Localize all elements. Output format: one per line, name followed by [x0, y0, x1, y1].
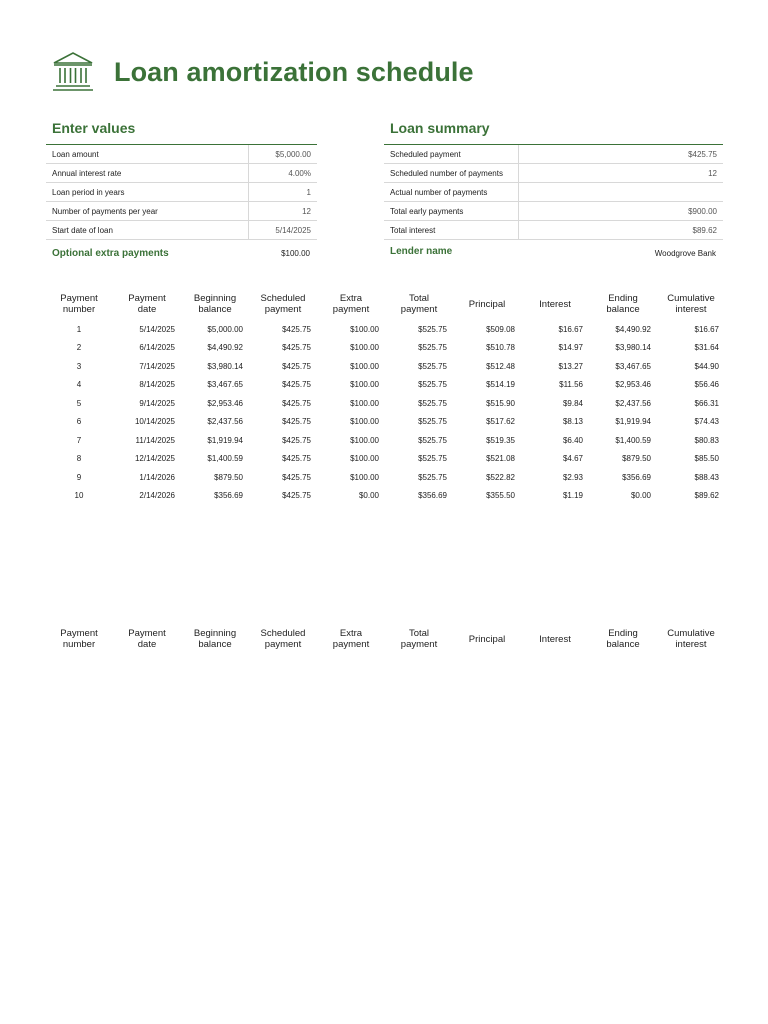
- table-cell: $100.00: [350, 398, 379, 408]
- column-header-line2: payment: [332, 639, 370, 650]
- loan-summary-row-value[interactable]: $425.75: [519, 145, 724, 164]
- table-cell: $512.48: [486, 361, 515, 371]
- table-cell: $879.50: [214, 472, 243, 482]
- table-header-row: [45, 623, 725, 655]
- table-cell: $2,953.46: [207, 398, 243, 408]
- enter-values-row: [46, 202, 317, 221]
- table-cell: 6: [76, 417, 82, 427]
- enter-values-row-label: Start date of loan: [46, 221, 249, 240]
- loan-summary-title: Loan summary: [390, 120, 490, 136]
- table-row: [45, 339, 725, 358]
- column-header-line2: date: [137, 304, 157, 315]
- table-cell: $2.93: [562, 472, 583, 482]
- loan-summary-row: [384, 202, 723, 221]
- column-header: [249, 623, 317, 655]
- column-header: [113, 623, 181, 655]
- column-header: [521, 288, 589, 320]
- enter-values-row-value[interactable]: 5/14/2025: [249, 221, 318, 240]
- column-header-line1: Interest: [539, 298, 571, 310]
- enter-values-table: [46, 144, 317, 240]
- column-header-line2: balance: [606, 639, 640, 650]
- table-cell: $525.75: [418, 324, 447, 334]
- column-header-line2: payment: [264, 639, 302, 650]
- table-cell: $356.69: [622, 472, 651, 482]
- column-header: [385, 288, 453, 320]
- table-cell: $525.75: [418, 417, 447, 427]
- column-header-line1: Payment: [60, 628, 98, 639]
- column-header-line1: Interest: [539, 633, 571, 645]
- column-header-line2: payment: [400, 639, 438, 650]
- column-header-line1: Principal: [468, 633, 506, 645]
- column-header-line1: Payment: [128, 293, 166, 304]
- table-cell: 9: [76, 472, 82, 482]
- table-cell: $6.40: [562, 435, 583, 445]
- table-row: [45, 413, 725, 432]
- column-header-line2: balance: [198, 639, 232, 650]
- table-cell: $521.08: [486, 454, 515, 464]
- table-cell: $519.35: [486, 435, 515, 445]
- extra-payments-value[interactable]: $100.00: [281, 249, 310, 258]
- table-cell: $100.00: [350, 435, 379, 445]
- table-cell: 2/14/2026: [139, 491, 175, 501]
- table-cell: $85.50: [694, 454, 719, 464]
- page-header: [50, 48, 474, 96]
- table-cell: $4,490.92: [207, 343, 243, 353]
- table-cell: $525.75: [418, 454, 447, 464]
- table-row: [45, 357, 725, 376]
- table-cell: 8/14/2025: [139, 380, 175, 390]
- table-cell: $525.75: [418, 361, 447, 371]
- column-header-line2: payment: [400, 304, 438, 315]
- table-cell: 7: [76, 435, 82, 445]
- column-header: [181, 623, 249, 655]
- table-cell: $1,400.59: [207, 454, 243, 464]
- loan-summary-row-label: Scheduled payment: [384, 145, 519, 164]
- enter-values-row: [46, 145, 317, 164]
- column-header-line1: Ending: [608, 293, 638, 304]
- table-cell: $1.19: [562, 491, 583, 501]
- table-cell: $100.00: [350, 380, 379, 390]
- lender-name-value[interactable]: Woodgrove Bank: [654, 249, 716, 258]
- column-header-line1: Extra: [339, 628, 363, 639]
- table-cell: $44.90: [694, 361, 719, 371]
- table-cell: $525.75: [418, 435, 447, 445]
- table-cell: 3: [76, 361, 82, 371]
- amortization-table: [45, 288, 725, 505]
- loan-summary-row-value[interactable]: [519, 183, 724, 202]
- lender-name-label: Lender name: [390, 246, 453, 257]
- loan-summary-row: [384, 145, 723, 164]
- table-cell: $517.62: [486, 417, 515, 427]
- table-cell: $879.50: [622, 454, 651, 464]
- amortization-table-repeat-header: [45, 623, 725, 655]
- column-header-line1: Payment: [128, 628, 166, 639]
- table-cell: $31.64: [694, 343, 719, 353]
- loan-summary-row-label: Scheduled number of payments: [384, 164, 519, 183]
- table-cell: 4: [76, 380, 82, 390]
- column-header-line1: Cumulative: [667, 293, 715, 304]
- table-cell: $425.75: [282, 491, 311, 501]
- column-header-line1: Scheduled: [260, 628, 306, 639]
- table-cell: 1/14/2026: [139, 472, 175, 482]
- table-cell: $425.75: [282, 454, 311, 464]
- loan-summary-row-label: Actual number of payments: [384, 183, 519, 202]
- table-row: [45, 431, 725, 450]
- table-cell: $356.69: [418, 491, 447, 501]
- table-cell: $5,000.00: [207, 324, 243, 334]
- column-header: [589, 623, 657, 655]
- column-header: [181, 288, 249, 320]
- column-header-line2: date: [137, 639, 157, 650]
- table-cell: $16.67: [558, 324, 583, 334]
- table-cell: $510.78: [486, 343, 515, 353]
- table-cell: $525.75: [418, 380, 447, 390]
- table-cell: $3,467.65: [207, 380, 243, 390]
- enter-values-title: Enter values: [52, 120, 136, 136]
- column-header-line1: Principal: [468, 298, 506, 310]
- column-header-line2: payment: [332, 304, 370, 315]
- column-header: [249, 288, 317, 320]
- column-header-line2: number: [62, 639, 96, 650]
- table-cell: 1: [76, 324, 82, 334]
- enter-values-row-value[interactable]: 4.00%: [249, 164, 318, 183]
- table-cell: $3,467.65: [615, 361, 651, 371]
- table-cell: $9.84: [562, 398, 583, 408]
- enter-values-row: [46, 164, 317, 183]
- enter-values-row-label: Loan period in years: [46, 183, 249, 202]
- page-title: Loan amortization schedule: [114, 56, 474, 87]
- loan-summary-row-value[interactable]: 12: [519, 164, 724, 183]
- table-cell: $100.00: [350, 361, 379, 371]
- table-cell: $66.31: [694, 398, 719, 408]
- loan-summary-row: [384, 221, 723, 240]
- extra-payments-label: Optional extra payments: [52, 248, 169, 259]
- column-header-line1: Cumulative: [667, 628, 715, 639]
- column-header: [657, 623, 725, 655]
- table-cell: $8.13: [562, 417, 583, 427]
- table-cell: 9/14/2025: [139, 398, 175, 408]
- table-cell: $515.90: [486, 398, 515, 408]
- table-cell: $89.62: [694, 491, 719, 501]
- table-cell: $425.75: [282, 398, 311, 408]
- table-cell: $16.67: [694, 324, 719, 334]
- column-header: [589, 288, 657, 320]
- table-cell: $3,980.14: [615, 343, 651, 353]
- table-cell: $100.00: [350, 454, 379, 464]
- enter-values-row-value[interactable]: 1: [249, 183, 318, 202]
- column-header-line2: number: [62, 304, 96, 315]
- column-header: [521, 623, 589, 655]
- table-cell: $425.75: [282, 324, 311, 334]
- table-header-row: [45, 288, 725, 320]
- loan-summary-row: [384, 183, 723, 202]
- enter-values-row-value[interactable]: $5,000.00: [249, 145, 318, 164]
- column-header: [45, 288, 113, 320]
- table-cell: $425.75: [282, 380, 311, 390]
- column-header-line2: balance: [198, 304, 232, 315]
- table-cell: $56.46: [694, 380, 719, 390]
- table-cell: $100.00: [350, 343, 379, 353]
- table-cell: $0.00: [358, 491, 379, 501]
- table-cell: 2: [76, 343, 82, 353]
- table-row: [45, 320, 725, 339]
- table-cell: 10: [74, 491, 84, 501]
- table-cell: $14.97: [558, 343, 583, 353]
- column-header-line1: Payment: [60, 293, 98, 304]
- column-header-line1: Total: [408, 628, 430, 639]
- column-header: [317, 288, 385, 320]
- table-cell: $425.75: [282, 435, 311, 445]
- column-header: [113, 288, 181, 320]
- table-cell: $356.69: [214, 491, 243, 501]
- table-cell: $1,919.94: [615, 417, 651, 427]
- table-cell: $74.43: [694, 417, 719, 427]
- bank-icon: [50, 49, 96, 95]
- table-row: [45, 450, 725, 469]
- column-header-line2: interest: [675, 304, 707, 315]
- table-cell: $1,919.94: [207, 435, 243, 445]
- table-cell: $4.67: [562, 454, 583, 464]
- table-cell: $2,953.46: [615, 380, 651, 390]
- column-header: [453, 288, 521, 320]
- enter-values-row: [46, 183, 317, 202]
- table-cell: $509.08: [486, 324, 515, 334]
- table-cell: $425.75: [282, 472, 311, 482]
- table-cell: $80.83: [694, 435, 719, 445]
- column-header-line1: Total: [408, 293, 430, 304]
- loan-summary-table: [384, 144, 723, 240]
- table-cell: 11/14/2025: [135, 435, 175, 445]
- column-header: [317, 623, 385, 655]
- table-cell: $100.00: [350, 472, 379, 482]
- column-header-line1: Extra: [339, 293, 363, 304]
- table-cell: 8: [76, 454, 82, 464]
- table-cell: $100.00: [350, 324, 379, 334]
- table-cell: $425.75: [282, 343, 311, 353]
- enter-values-row-label: Loan amount: [46, 145, 249, 164]
- table-row: [45, 468, 725, 487]
- enter-values-row-label: Annual interest rate: [46, 164, 249, 183]
- loan-summary-row-label: Total interest: [384, 221, 519, 240]
- table-cell: $0.00: [630, 491, 651, 501]
- column-header-line2: balance: [606, 304, 640, 315]
- enter-values-row-label: Number of payments per year: [46, 202, 249, 221]
- table-cell: $514.19: [486, 380, 515, 390]
- table-cell: $522.82: [486, 472, 515, 482]
- table-cell: $4,490.92: [615, 324, 651, 334]
- table-cell: $525.75: [418, 398, 447, 408]
- table-cell: $88.43: [694, 472, 719, 482]
- column-header-line1: Beginning: [193, 293, 237, 304]
- table-cell: 6/14/2025: [139, 343, 175, 353]
- column-header: [385, 623, 453, 655]
- column-header: [657, 288, 725, 320]
- table-cell: $525.75: [418, 472, 447, 482]
- column-header-line1: Scheduled: [260, 293, 306, 304]
- table-cell: 10/14/2025: [134, 417, 175, 427]
- loan-summary-row-value[interactable]: $89.62: [519, 221, 724, 240]
- table-cell: 7/14/2025: [139, 361, 175, 371]
- loan-summary-row: [384, 164, 723, 183]
- table-cell: $425.75: [282, 417, 311, 427]
- enter-values-row: [46, 221, 317, 240]
- table-cell: $525.75: [418, 343, 447, 353]
- table-cell: $425.75: [282, 361, 311, 371]
- table-cell: 5: [76, 398, 82, 408]
- table-row: [45, 376, 725, 395]
- column-header-line2: interest: [675, 639, 707, 650]
- column-header-line2: payment: [264, 304, 302, 315]
- loan-summary-row-label: Total early payments: [384, 202, 519, 221]
- table-cell: $13.27: [558, 361, 583, 371]
- enter-values-row-value[interactable]: 12: [249, 202, 318, 221]
- table-cell: $1,400.59: [615, 435, 651, 445]
- loan-summary-row-value[interactable]: $900.00: [519, 202, 724, 221]
- column-header: [453, 623, 521, 655]
- table-cell: $3,980.14: [207, 361, 243, 371]
- table-cell: $2,437.56: [207, 417, 243, 427]
- table-row: [45, 487, 725, 506]
- column-header-line1: Ending: [608, 628, 638, 639]
- column-header: [45, 623, 113, 655]
- table-cell: $11.56: [559, 380, 583, 390]
- column-header-line1: Beginning: [193, 628, 237, 639]
- table-cell: 12/14/2025: [134, 454, 175, 464]
- table-cell: 5/14/2025: [139, 324, 175, 334]
- table-cell: $355.50: [486, 491, 515, 501]
- table-cell: $100.00: [350, 417, 379, 427]
- table-row: [45, 394, 725, 413]
- table-cell: $2,437.56: [615, 398, 651, 408]
